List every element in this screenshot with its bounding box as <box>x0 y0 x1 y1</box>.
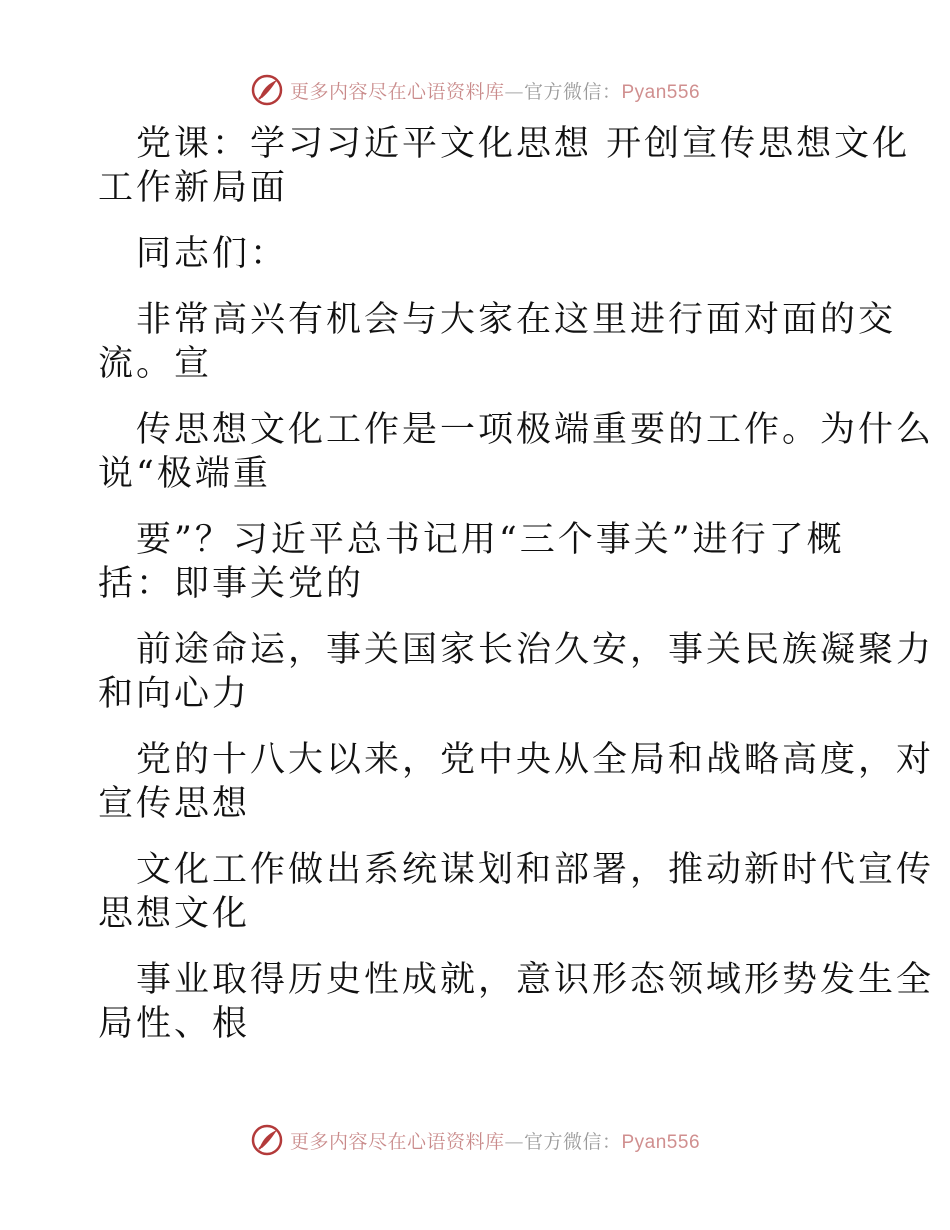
paragraph-line: 事业取得历史性成就，意识形态领域形势发生全 <box>136 960 935 1000</box>
paragraph-line: 思想文化 <box>98 894 251 934</box>
watermark-text <box>290 1127 700 1154</box>
paragraph-line: 说“极端重 <box>98 454 271 494</box>
watermark-header <box>0 70 950 110</box>
watermark-label: 官方微信： <box>523 80 622 103</box>
watermark-id: Pyan556 <box>621 81 701 103</box>
paragraph-line: 文化工作做出系统谋划和部署，推动新时代宣传 <box>136 850 935 890</box>
paragraph-line: 党的十八大以来，党中央从全局和战略高度，对 <box>136 740 935 780</box>
paragraph-line: 括：即事关党的 <box>98 564 365 604</box>
watermark-footer <box>0 1120 950 1160</box>
document-title-line: 工作新局面 <box>98 168 289 208</box>
paragraph-line: 非常高兴有机会与大家在这里进行面对面的交 <box>136 300 897 340</box>
document-title-line: 党课：学习习近平文化思想 开创宣传思想文化 <box>136 124 911 164</box>
quill-logo-icon <box>250 1123 284 1157</box>
document-body <box>98 122 935 1046</box>
watermark-text <box>290 77 700 104</box>
watermark-brand: 更多内容尽在心语资料库 <box>289 80 505 103</box>
paragraph-line: 要”？习近平总书记用“三个事关”进行了概 <box>136 520 845 560</box>
paragraph-line: 前途命运，事关国家长治久安，事关民族凝聚力 <box>136 630 935 670</box>
paragraph-line: 传思想文化工作是一项极端重要的工作。为什么 <box>136 410 935 450</box>
salutation: 同志们： <box>136 234 289 274</box>
paragraph-line: 流。宣 <box>98 344 213 384</box>
watermark-brand: 更多内容尽在心语资料库 <box>289 1130 505 1153</box>
paragraph-line: 和向心力 <box>98 674 251 714</box>
paragraph-line: 宣传思想 <box>98 784 251 824</box>
watermark-dash: — <box>504 1130 524 1153</box>
watermark-dash: — <box>504 80 524 103</box>
quill-logo-icon <box>250 73 284 107</box>
paragraph-line: 局性、根 <box>98 1004 251 1044</box>
watermark-id: Pyan556 <box>621 1131 701 1153</box>
watermark-label: 官方微信： <box>523 1130 622 1153</box>
